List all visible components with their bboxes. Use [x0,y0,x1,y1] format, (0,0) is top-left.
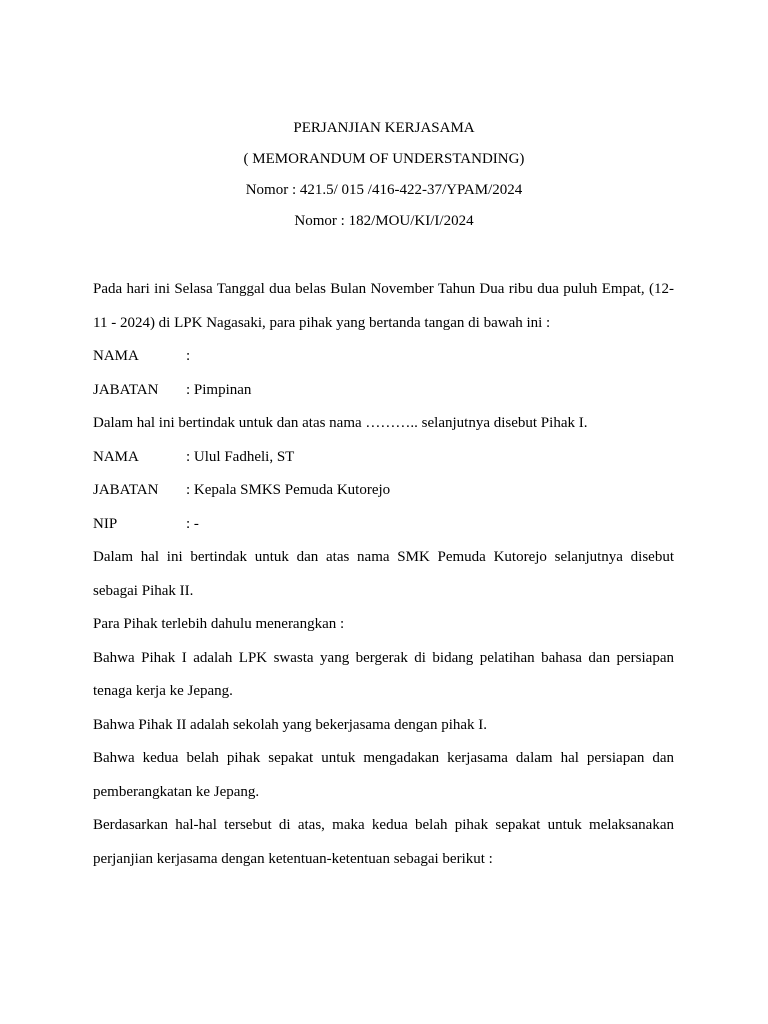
recital-2: Bahwa Pihak II adalah sekolah yang bekerjasama dengan pihak I. [93,716,488,733]
party2-nip-value: : - [186,515,199,532]
party2-statement: Dalam hal ini bertindak untuk dan atas nama SMK Pemuda Kutorejo selanjutnya disebut sebagai Pihak II. [93,549,674,599]
party1-name-row [93,340,674,374]
party2-name-value: : Ulul Fadheli, ST [186,448,295,465]
party2-nip-row [93,508,674,542]
party1-position-label: JABATAN [93,381,159,398]
closing-paragraph: Berdasarkan hal-hal tersebut di atas, maka kedua belah pihak sepakat untuk melaksanakan perjanjian kerjasama dengan ketentuan-ketentuan sebagai berikut : [93,817,674,867]
party1-statement: Dalam hal ini bertindak untuk dan atas nama ……….. selanjutnya disebut Pihak I. [93,415,588,431]
party1-name-label: NAMA [93,348,139,364]
document-body [93,273,674,876]
document-number-2: Nomor : 182/MOU/KI/I/2024 [294,213,474,229]
document-subtitle: ( MEMORANDUM OF UNDERSTANDING) [243,151,525,167]
party1-position-value: : Pimpinan [186,381,252,398]
recital-1: Bahwa Pihak I adalah LPK swasta yang bergerak di bidang pelatihan bahasa dan persiapan tenaga kerja ke Jepang. [93,649,674,699]
party2-position-row [93,474,674,508]
party2-position-value: : Kepala SMKS Pemuda Kutorejo [186,482,391,498]
party2-name-label: NAMA [93,448,139,465]
document-number-1: Nomor : 421.5/ 015 /416-422-37/YPAM/2024 [245,182,523,198]
party2-nip-label: NIP [93,515,118,532]
recital-3: Bahwa kedua belah pihak sepakat untuk mengadakan kerjasama dalam hal persiapan dan pemberangkatan ke Jepang. [93,750,674,800]
party2-position-label: JABATAN [93,482,159,498]
party1-name-value: : [186,348,191,364]
party1-position-row [93,374,674,408]
document-header [0,118,768,242]
intro-paragraph: Pada hari ini Selasa Tanggal dua belas Bulan November Tahun Dua ribu dua puluh Empat, (12- 11 - 2024) di LPK Nagasaki, para pihak yang bertanda tangan di bawah ini : [93,281,674,331]
document-title: PERJANJIAN KERJASAMA [293,120,475,136]
party2-name-row [93,441,674,475]
preamble: Para Pihak terlebih dahulu menerangkan : [93,616,345,632]
